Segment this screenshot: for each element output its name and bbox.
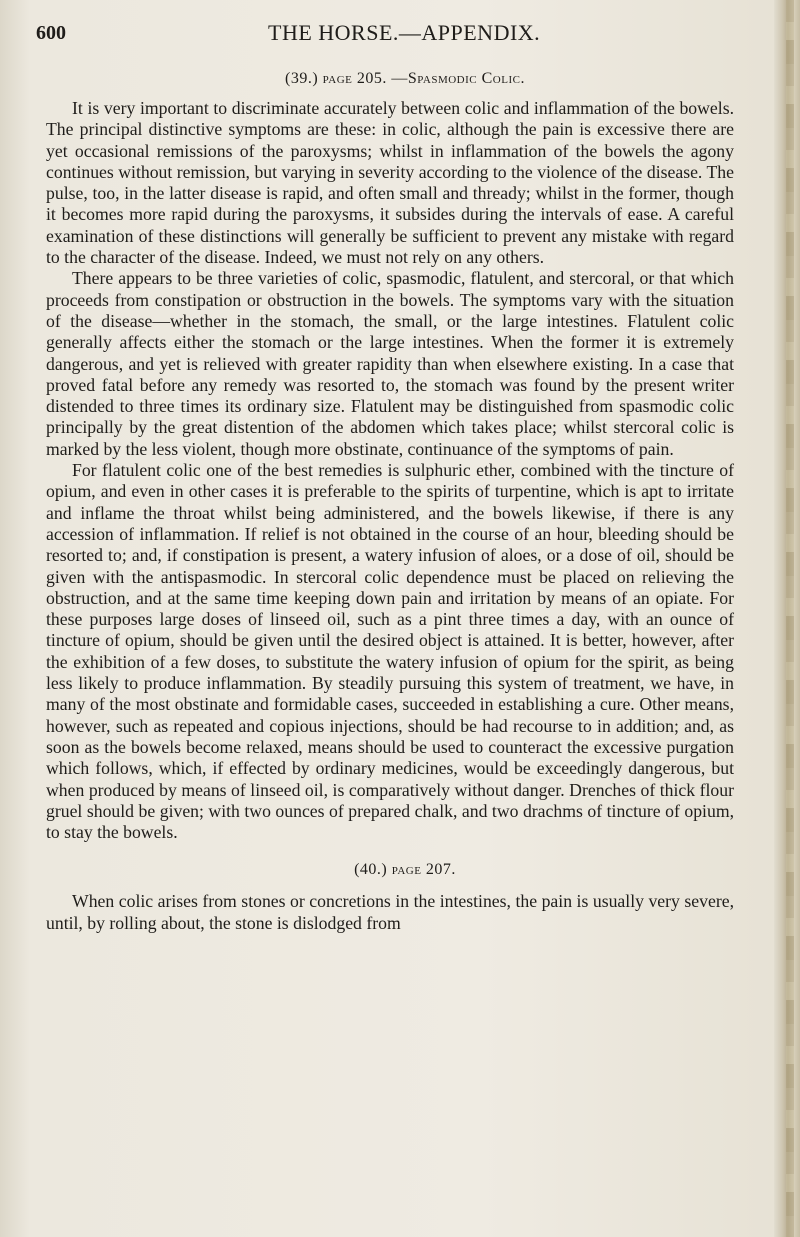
section-page-ref: page 205. — [322, 70, 387, 87]
page-edge-strip — [786, 0, 794, 1237]
section-heading-39 — [46, 70, 734, 88]
paragraph: For flatulent colic one of the best remedies is sulphuric ether, combined with the tincture of opium, and even in other cases it is preferable to the spirits of turpentine, which is apt to irritate and inflame the throat whilst being administered, and the bowels likewise, if there is any accession of inflammation. If relief is not obtained in the course of an hour, bleeding should be resorted to; and, if constipation is present, a watery infusion of aloes, or a dose of oil, should be given with the antispasmodic. In stercoral colic dependence must be placed on relieving the obstruction, and at the same time keeping down pain and irritation by means of an opiate. For these purposes large doses of linseed oil, such as a pint three times a day, with an ounce of tincture of opium, should be given until the desired object is attained. It is better, however, after the exhibition of a few doses, to substitute the watery infusion of opium for the spirit, as being less likely to produce inflammation. By steadily pursuing this system of treatment, we have, in many of the most obstinate and formidable cases, succeeded in establishing a cure. Other means, however, such as repeated and copious injections, should be had recourse to in addition; and, as soon as the bowels become relaxed, means should be used to counteract the excessive purgation which follows, which, if effected by ordinary medicines, would be exceedingly dangerous, but when produced by means of linseed oil, is comparatively without danger. Drenches of thick flour gruel should be given; with two ounces of prepared chalk, and two drachms of tincture of opium, to stay the bowels. — [46, 460, 734, 843]
running-head: THE HORSE.—APPENDIX. — [268, 20, 541, 45]
page-number: 600 — [36, 22, 66, 44]
paragraph: It is very important to discriminate accurately between colic and inflammation of the bowels. The principal distinctive symptoms are these: in colic, although the pain is excessive there are yet occasional remissions of the paroxysms; whilst in inflammation of the bowels the agony continues without remission, but varying in severity according to the violence of the disease. The pulse, too, in the latter disease is rapid, and often small and thready; whilst in the former, though it becomes more rapid during the paroxysms, it subsides during the intervals of ease. A careful examination of these distinctions will generally be sufficient to prevent any mistake with regard to the character of the disease. Indeed, we must not rely on any others. — [46, 98, 734, 268]
page-body — [46, 70, 734, 934]
section-number: (39.) — [285, 70, 319, 87]
page-header — [36, 14, 736, 45]
section-title: —Spasmodic Colic. — [391, 70, 525, 87]
section-page-ref: page 207. — [391, 861, 456, 879]
paragraph: When colic arises from stones or concretions in the intestines, the pain is usually very severe, until, by rolling about, the stone is dislodged from — [46, 891, 734, 933]
paragraph: There appears to be three varieties of colic, spasmodic, flatulent, and stercoral, or that which proceeds from constipation or obstruction in the bowels. The symptoms vary with the situation of the disease—whether in the stomach, the small, or the large intestines. Flatulent colic generally affects either the stomach or the large intestines. When the former it is extremely dangerous, and yet is relieved with greater rapidity than when elsewhere existing. In a case that proved fatal before any remedy was resorted to, the stomach was found by the present writer distended to three times its ordinary size. Flatulent may be distinguished from spasmodic colic principally by the great distention of the abdomen which takes place; whilst stercoral colic is marked by the less violent, though more obstinate, continuance of the symptoms of pain. — [46, 268, 734, 459]
section-heading-40 — [46, 861, 734, 879]
section-number: (40.) — [354, 861, 388, 879]
